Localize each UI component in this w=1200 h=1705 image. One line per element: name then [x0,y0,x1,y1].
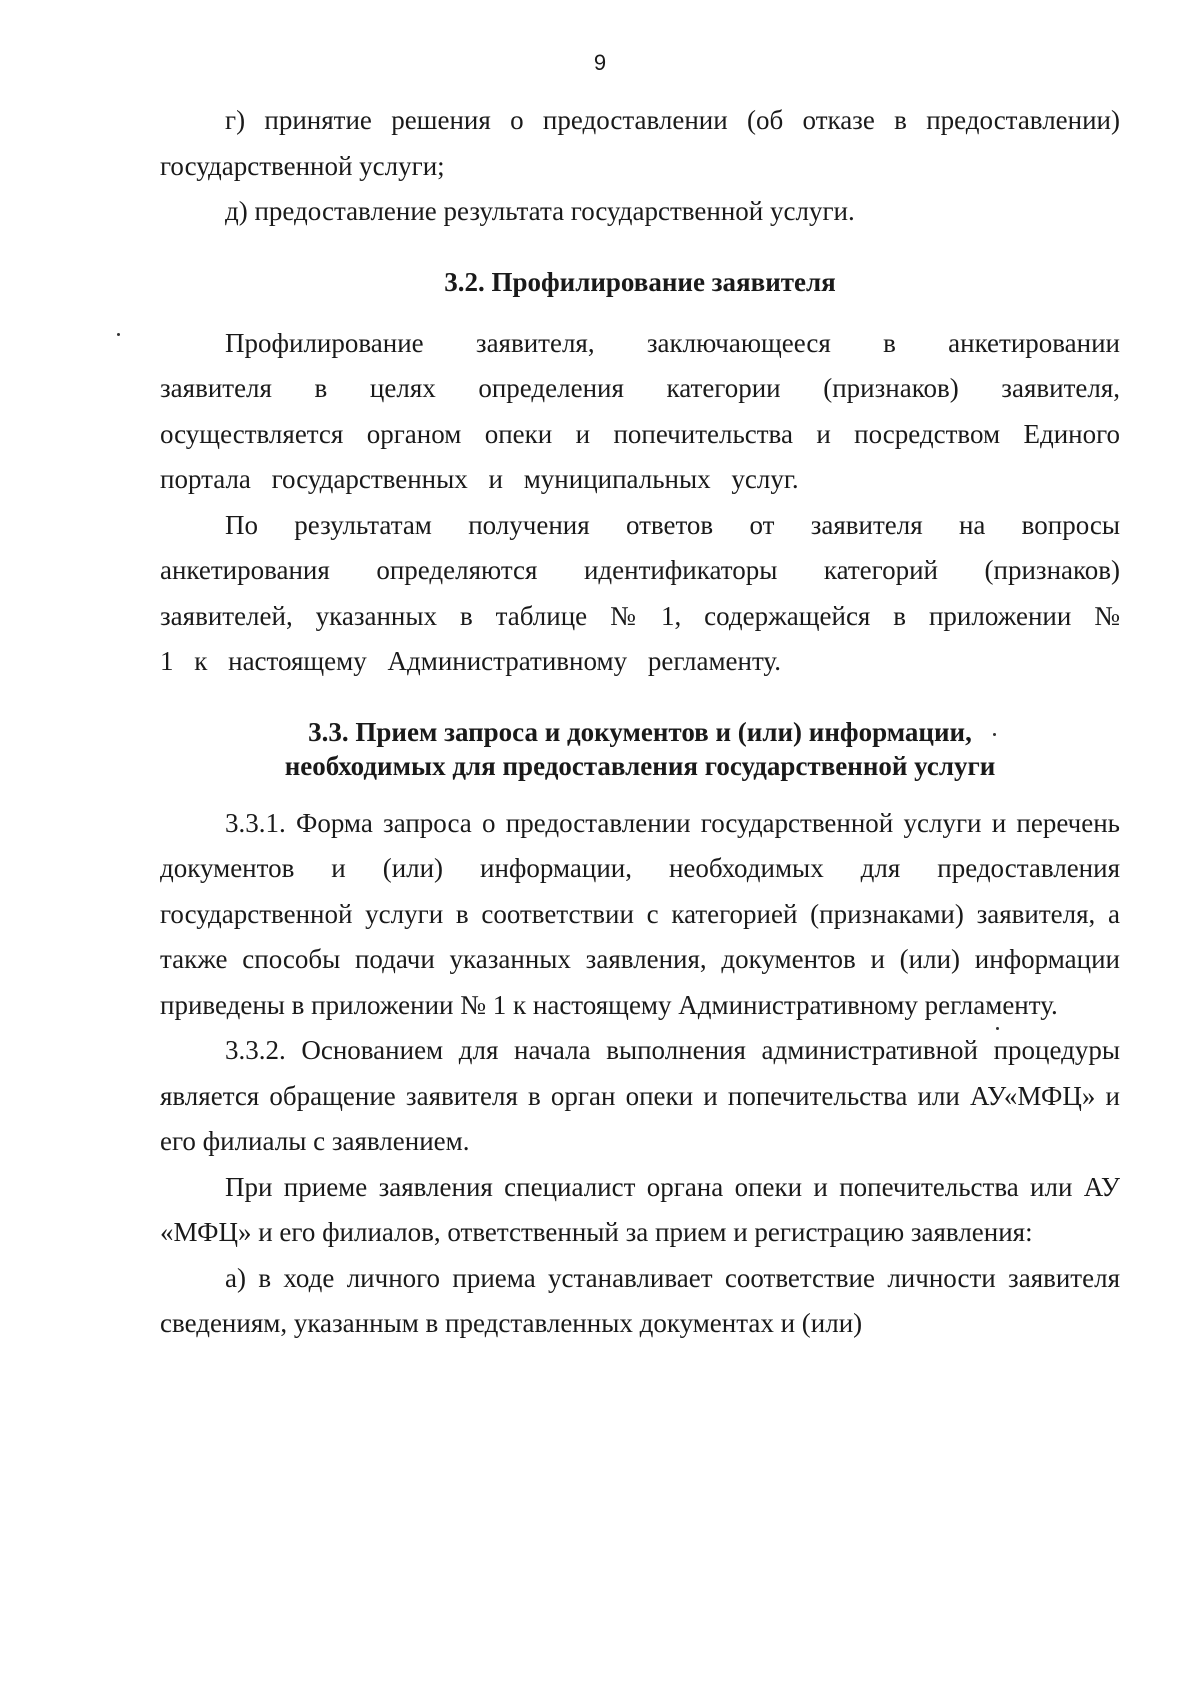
list-item-d: д) предоставление результата государственной услуги. [225,196,855,226]
section-heading-3-2: 3.2. Профилирование заявителя [444,266,836,297]
list-item-g: г) принятие решения о предоставлении (об отказе в предоставлении) государственной услуги; [160,105,1120,181]
paragraph-item-a: а) в ходе личного приема устанавливает соответствие личности заявителя сведениям, указанным в представленных документах и (или) [160,1262,1120,1338]
section-heading-3-3-line1: 3.3. Прием запроса и документов и (или) информации, [308,716,972,747]
page-number: 9 [593,50,607,75]
section-heading-3-3 [160,715,1120,783]
document-body [160,98,1120,1347]
section-heading-3-3-line2: необходимых для предоставления государственной услуги [284,750,996,781]
paragraph-profiling: Профилирование заявителя, заключающееся в анкетировании заявителя в целях определения категории (признаков) заявителя, осуществляется органом опеки и попечительства и посредством Единого портала государственных и муниципальных услуг. [160,327,1120,494]
paragraph-3-3-1: 3.3.1. Форма запроса о предоставлении государственной услуги и перечень документов и (или) информации, необходимых для предоставления государственной услуги в соответствии с категорией (признаками) заявителя, а также способы подачи указанных заявления, документов и (или) информации приведены в приложении № 1 к настоящему Административному регламенту. [160,807,1120,1020]
paragraph-reception: При приеме заявления специалист органа опеки и попечительства или АУ «МФЦ» и его филиалов, ответственный за прием и регистрацию заявления: [160,1171,1120,1247]
scan-speck [117,333,120,336]
paragraph-3-3-2: 3.3.2. Основанием для начала выполнения административной процедуры является обращение заявителя в орган опеки и попечительства или АУ«МФЦ» и его филиалы с заявлением. [160,1035,1120,1156]
paragraph-profiling-results: По результатам получения ответов от заявителя на вопросы анкетирования определяются идентификаторы категорий (признаков) заявителей, указанных в таблице № 1, содержащейся в приложении № 1 к настоящему Административному регламенту. [160,509,1120,676]
